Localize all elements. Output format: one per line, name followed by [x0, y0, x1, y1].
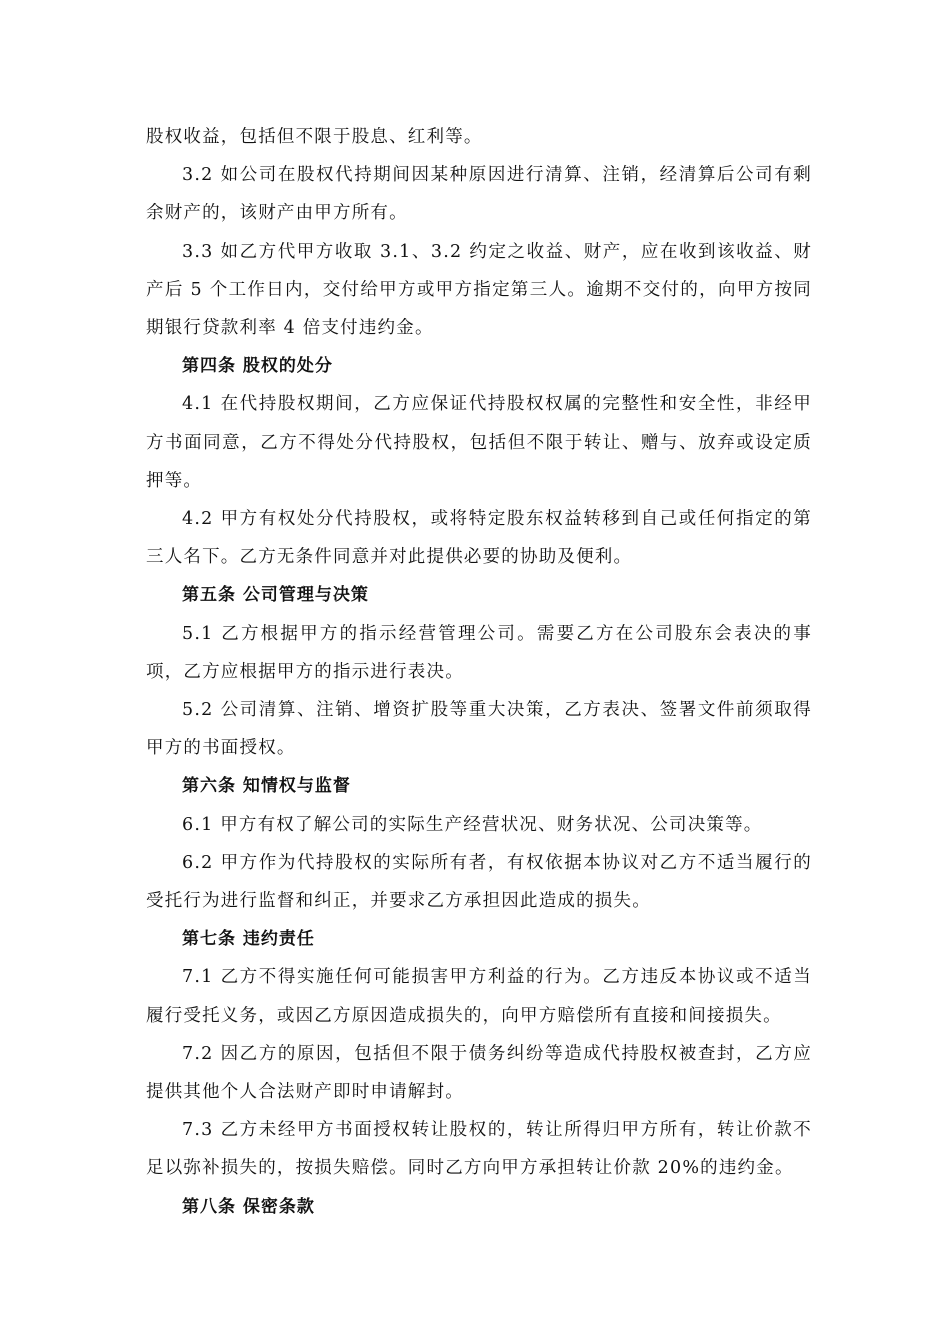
paragraph-3-3: 3.3 如乙方代甲方收取 3.1、3.2 约定之收益、财产，应在收到该收益、财产后 5 个工作日内，交付给甲方或甲方指定第三人。逾期不交付的，向甲方按同期银行贷款利率 4 倍支付违约金。	[146, 241, 812, 339]
article-4-heading: 第四条 股权的处分	[182, 356, 333, 377]
paragraph-5-2: 5.2 公司清算、注销、增资扩股等重大决策，乙方表决、签署文件前须取得甲方的书面授权。	[146, 700, 812, 759]
article-5-heading: 第五条 公司管理与决策	[182, 585, 369, 606]
paragraph-4-2: 4.2 甲方有权处分代持股权，或将特定股东权益转移到自己或任何指定的第三人名下。乙方无条件同意并对此提供必要的协助及便利。	[146, 509, 812, 568]
paragraph-6-1: 6.1 甲方有权了解公司的实际生产经营状况、财务状况、公司决策等。	[182, 814, 763, 835]
article-7-heading: 第七条 违约责任	[182, 929, 315, 950]
paragraph-7-2: 7.2 因乙方的原因，包括但不限于债务纠纷等造成代持股权被查封，乙方应提供其他个人合法财产即时申请解封。	[146, 1043, 812, 1103]
paragraph-6-2: 6.2 甲方作为代持股权的实际所有者，有权依据本协议对乙方不适当履行的受托行为进行监督和纠正，并要求乙方承担因此造成的损失。	[146, 852, 812, 912]
article-8-heading: 第八条 保密条款	[182, 1196, 315, 1217]
paragraph-7-1: 7.1 乙方不得实施任何可能损害甲方利益的行为。乙方违反本协议或不适当履行受托义务，或因乙方原因造成损失的，向甲方赔偿所有直接和间接损失。	[146, 967, 812, 1026]
paragraph-3-2: 3.2 如公司在股权代持期间因某种原因进行清算、注销，经清算后公司有剩余财产的，该财产由甲方所有。	[146, 165, 812, 224]
article-6-heading: 第六条 知情权与监督	[182, 776, 351, 797]
paragraph-4-1: 4.1 在代持股权期间，乙方应保证代持股权权属的完整性和安全性，非经甲方书面同意，乙方不得处分代持股权，包括但不限于转让、赠与、放弃或设定质押等。	[146, 394, 812, 491]
paragraph-3-1-continued: 股权收益，包括但不限于股息、红利等。	[146, 127, 483, 147]
paragraph-5-1: 5.1 乙方根据甲方的指示经营管理公司。需要乙方在公司股东会表决的事项，乙方应根据甲方的指示进行表决。	[146, 623, 812, 682]
document-page	[146, 118, 812, 1226]
paragraph-7-3: 7.3 乙方未经甲方书面授权转让股权的，转让所得归甲方所有，转让价款不足以弥补损失的，按损失赔偿。同时乙方向甲方承担转让价款 20%的违约金。	[146, 1120, 812, 1179]
